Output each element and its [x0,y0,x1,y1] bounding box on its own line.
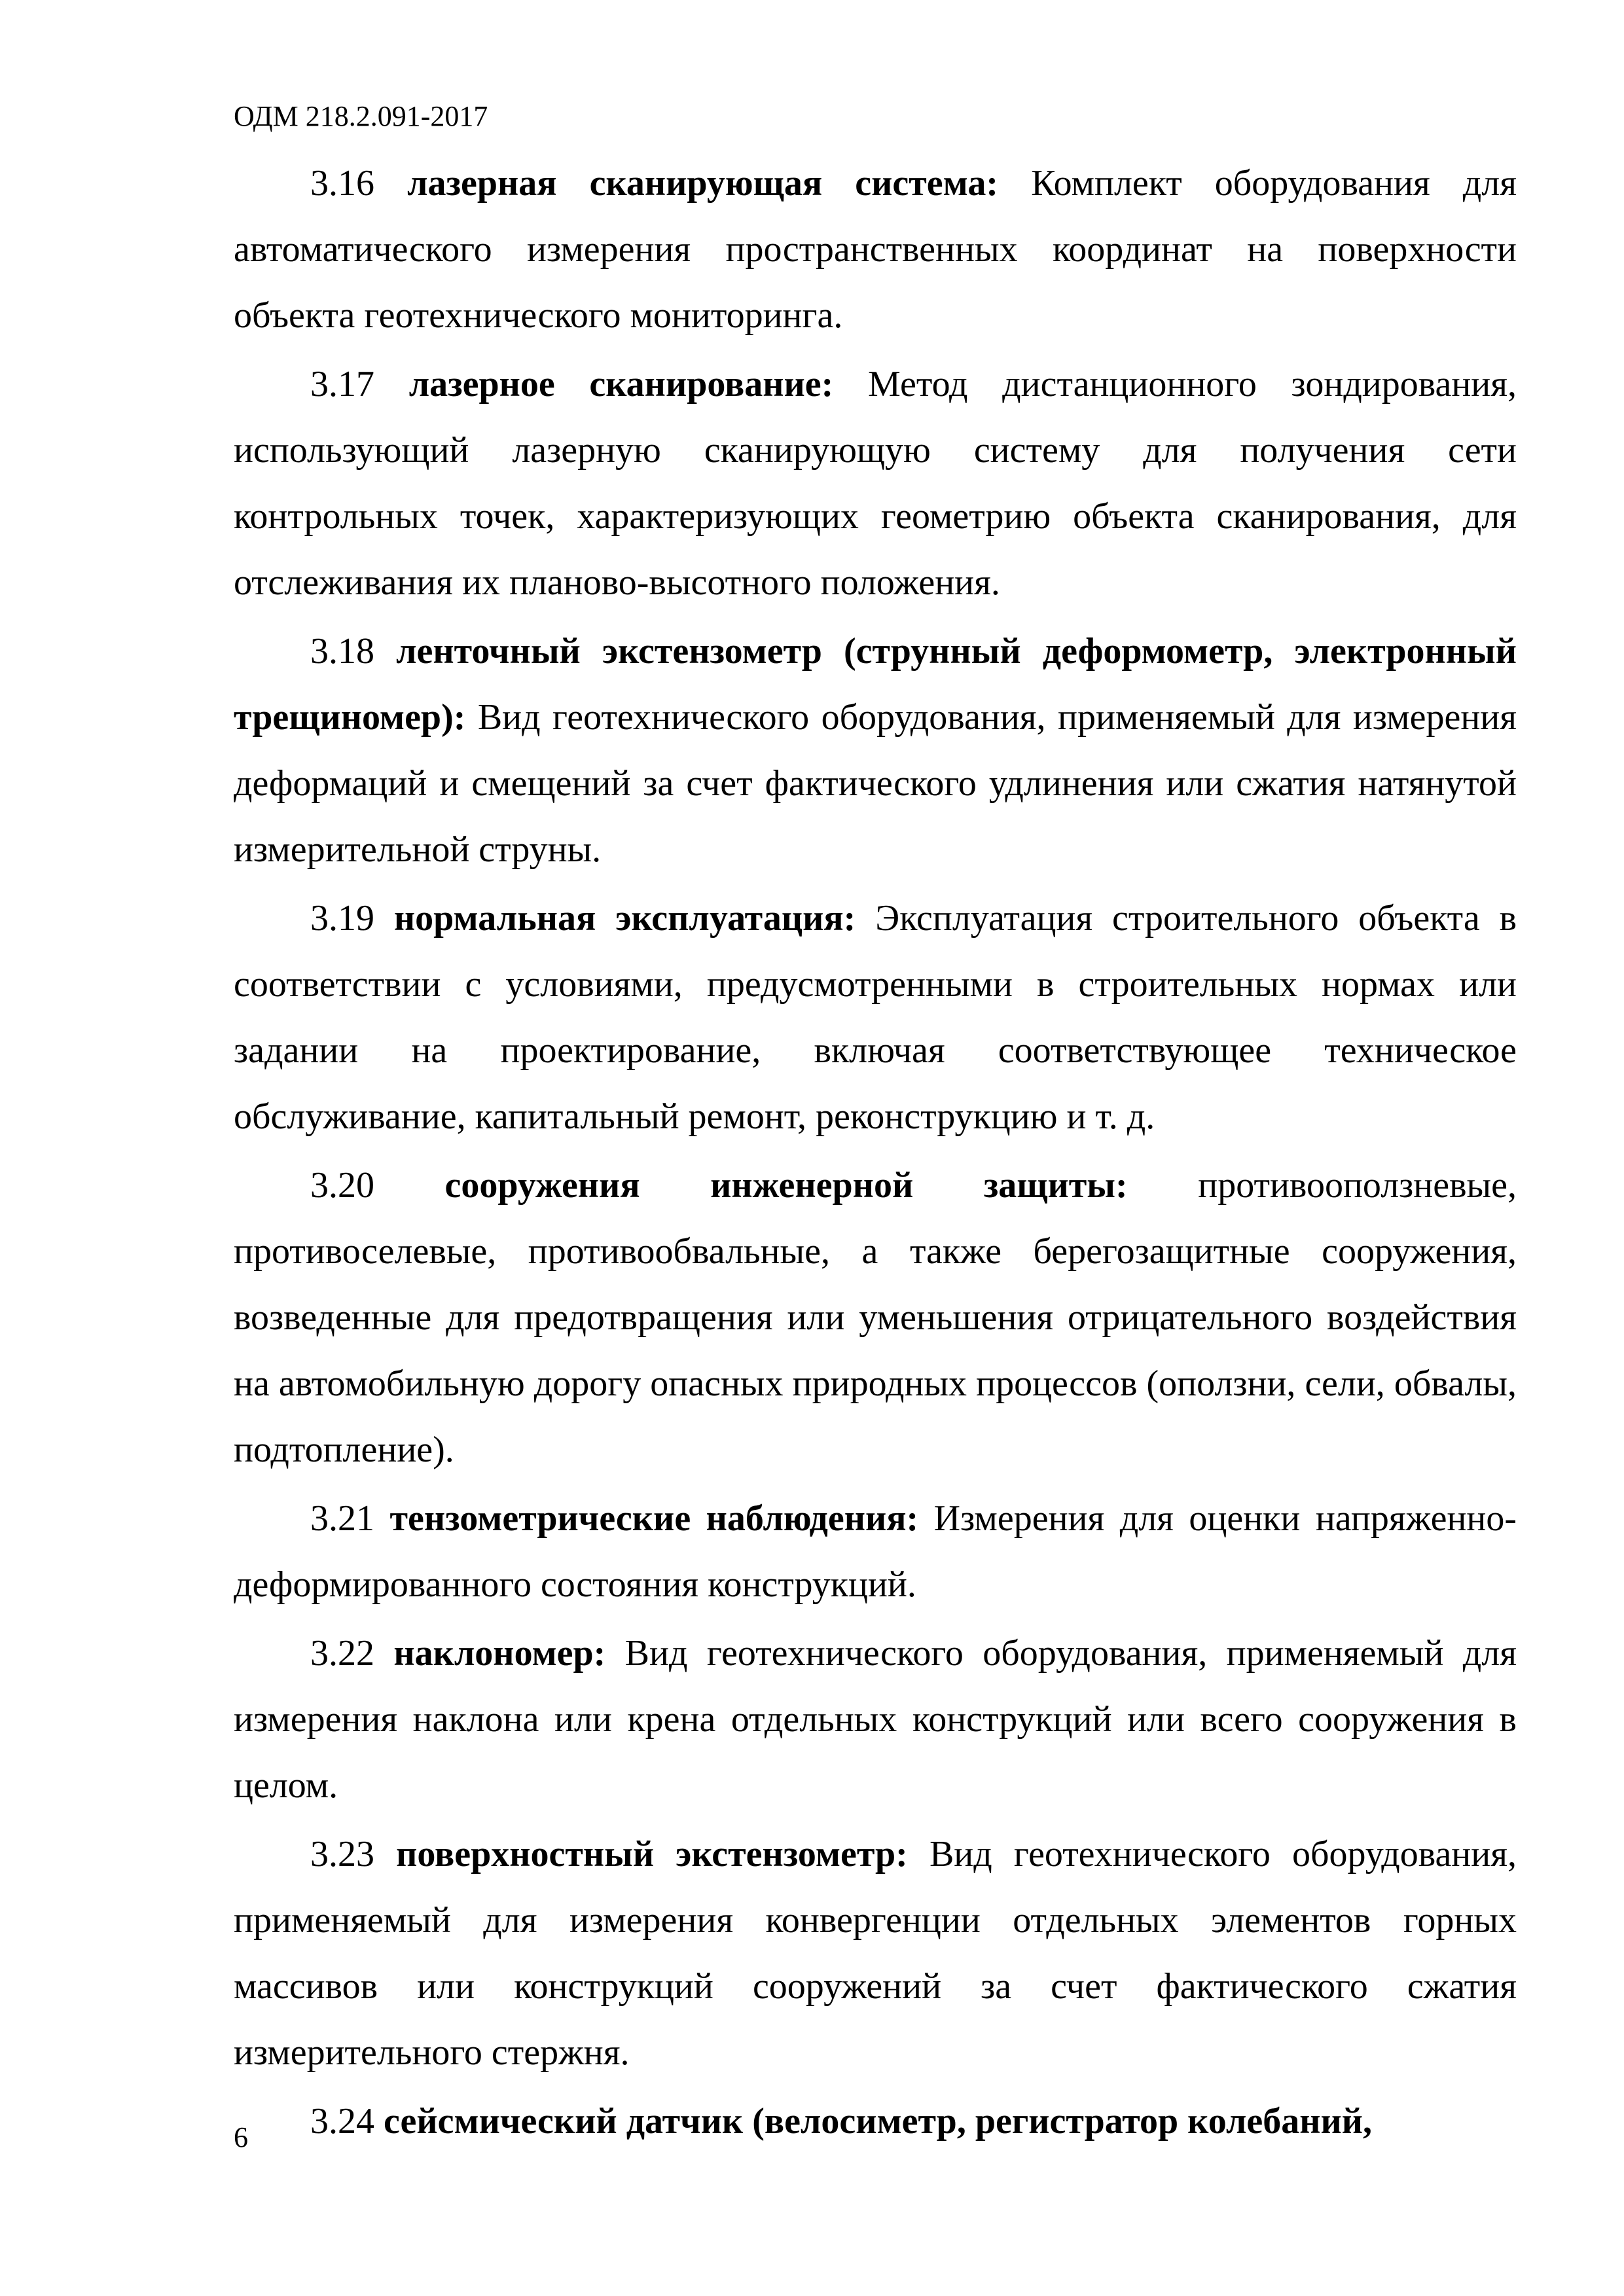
entry-number: 3.21 [310,1498,374,1539]
entry-term: сооружения инженерной защиты: [444,1165,1128,1206]
document-code-header: ОДМ 218.2.091-2017 [234,100,488,132]
entry-term: сейсмический датчик (велосиметр, регистратор колебаний, [384,2101,1373,2142]
entry-term: нормальная эксплуатация: [393,898,856,939]
definition-entry-3-21 [234,1486,1517,1618]
entry-definition: Вид геотехнического оборудования, применяемый для измерения конвергенции отдельных элементов горных массивов или конструкций сооружений за счет фактического сжатия измерительного стержня. [234,1834,1517,2073]
entry-term: лазерная сканирующая система: [407,163,998,204]
entry-term: тензометрические наблюдения: [389,1498,919,1539]
entry-definition: противооползневые, противоселевые, противообвальные, а также берегозащитные сооружения, возведенные для предотвращения или уменьшения отрицательного воздействия на автомобильную дорогу опасных природных процессов (оползни, сели, обвалы, подтопление). [234,1165,1517,1470]
entry-definition: Комплект оборудования для автоматического измерения пространственных координат на поверхности объекта геотехнического мониторинга. [234,163,1517,336]
definitions-list [234,151,1517,2157]
entry-definition: Эксплуатация строительного объекта в соответствии с условиями, предусмотренными в строительных нормах или задании на проектирование, включая соответствующее техническое обслуживание, капитальный ремонт, реконструкцию и т. д. [234,898,1517,1137]
entry-number: 3.16 [310,163,374,204]
definition-entry-3-19 [234,886,1517,1150]
entry-term: наклономер: [393,1633,606,1674]
definition-entry-3-17 [234,351,1517,616]
entry-number: 3.24 [310,2101,374,2142]
entry-term: лазерное сканирование: [408,364,834,404]
definition-entry-3-23 [234,1821,1517,2086]
entry-number: 3.19 [310,898,374,939]
entry-definition: Метод дистанционного зондирования, использующий лазерную сканирующую систему для получения сети контрольных точек, характеризующих геометрию объекта сканирования, для отслеживания их планово-высотного положения. [234,364,1517,603]
entry-definition: Измерения для оценки напряженно-деформированного состояния конструкций. [234,1498,1517,1605]
entry-term: ленточный экстензометр (струнный деформометр, электронный трещиномер): [234,631,1517,738]
entry-number: 3.23 [310,1834,374,1874]
entry-number: 3.20 [310,1165,374,1206]
entry-definition: Вид геотехнического оборудования, применяемый для измерения деформаций и смещений за счет фактического удлинения или сжатия натянутой измерительной струны. [234,697,1517,870]
definition-entry-3-20 [234,1153,1517,1483]
entry-number: 3.22 [310,1633,374,1674]
definition-entry-3-24 [234,2089,1517,2155]
definition-entry-3-18 [234,619,1517,883]
entry-number: 3.18 [310,631,374,672]
entry-definition: Вид геотехнического оборудования, применяемый для измерения наклона или крена отдельных конструкций или всего сооружения в целом. [234,1633,1517,1806]
definition-entry-3-16 [234,151,1517,349]
entry-term: поверхностный экстензометр: [396,1834,908,1874]
entry-number: 3.17 [310,364,374,404]
page-number: 6 [234,2121,248,2153]
definition-entry-3-22 [234,1621,1517,1819]
